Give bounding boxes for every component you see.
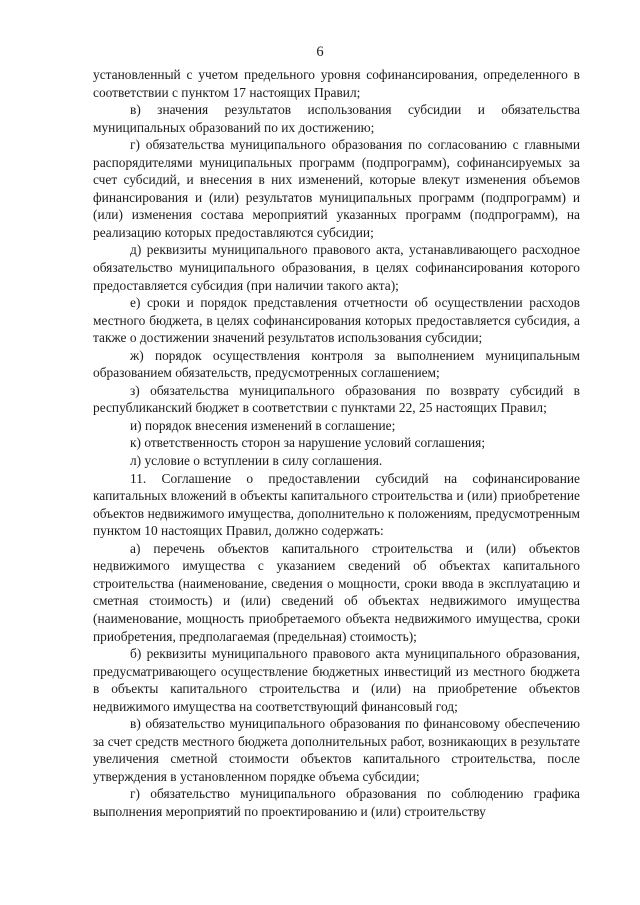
paragraph-item-l: л) условие о вступлении в силу соглашения. [130,453,383,469]
paragraph-item-v: в) значения результатов использования субсидии и обязательства муниципальных образований по их достижению; [93,102,580,135]
paragraph-item-k: к) ответственность сторон за нарушение условий соглашения; [130,435,486,451]
page-number: 6 [316,44,324,60]
paragraph-item-e: е) сроки и порядок представления отчетности об осуществлении расходов местного бюджета, в целях софинансирования которых предоставляется субсидия, а также о достижении значений результатов использования субсидии; [93,295,580,346]
paragraph-item-zh: ж) порядок осуществления контроля за выполнением муниципальным образованием обязательств, предусмотренных соглашением; [93,347,580,381]
paragraph-item-a: а) перечень объектов капитального строительства и (или) объектов недвижимого имущества с указанием сведений об объектах капитального строительства (наименование, сведения о мощности, сроки ввода в эксплуатацию и сметная стоимость) и (или) сведений об объектах недвижимого имущества (наименование, мощность приобретаемого объекта недвижимого имущества, сроки приобретения, предполагаемая (предельная) стоимость); [93,540,580,644]
paragraph-item-i: и) порядок внесения изменений в соглашение; [130,417,396,433]
paragraph-item-z: з) обязательства муниципального образования по возврату субсидий в республиканский бюджет в соответствии с пунктами 22, 25 настоящих Правил; [93,382,580,416]
paragraph-item-g-2: г) обязательство муниципального образования по соблюдению графика выполнения мероприятий по проектированию и (или) строительству [93,786,580,819]
paragraph-item-b: б) реквизиты муниципального правового акта муниципального образования, предусматривающего осуществление бюджетных инвестиций из местного бюджета в объекты капитального строительства и (или) на приобретение объектов недвижимого имущества на соответствующий финансовый год; [93,646,580,714]
document-body [93,66,580,821]
paragraph-clause-11: 11. Соглашение о предоставлении субсидий на софинансирование капитальных вложений в объекты капитального строительства и (или) приобретение объектов недвижимого имущества, дополнительно к положениям, предусмотренным пунктом 10 настоящих Правил, должно содержать: [93,470,580,539]
paragraph-item-v-2: в) обязательство муниципального образования по финансовому обеспечению за счет средств местного бюджета дополнительных работ, возникающих в результате увеличения сметной стоимости объектов капитального строительства, после утверждения в установленном порядке объема субсидии; [93,716,580,784]
paragraph-item-d: д) реквизиты муниципального правового акта, устанавливающего расходное обязательство муниципального образования, в целях софинансирования которого предоставляется субсидия (при наличии такого акта); [93,242,580,293]
paragraph-item-g: г) обязательства муниципального образования по согласованию с главными распорядителями муниципальных программ (подпрограмм), софинансируемых за счет субсидий, и внесения в них изменений, которые влекут изменения объемов финансирования и (или) результатов муниципальных программ (подпрограмм) и (или) изменения состава мероприятий указанных программ (подпрограмм), на реализацию которых предоставляются субсидии; [93,137,580,240]
paragraph-continuation: установленный с учетом предельного уровня софинансирования, определенного в соответствии с пунктом 17 настоящих Правил; [93,67,580,100]
